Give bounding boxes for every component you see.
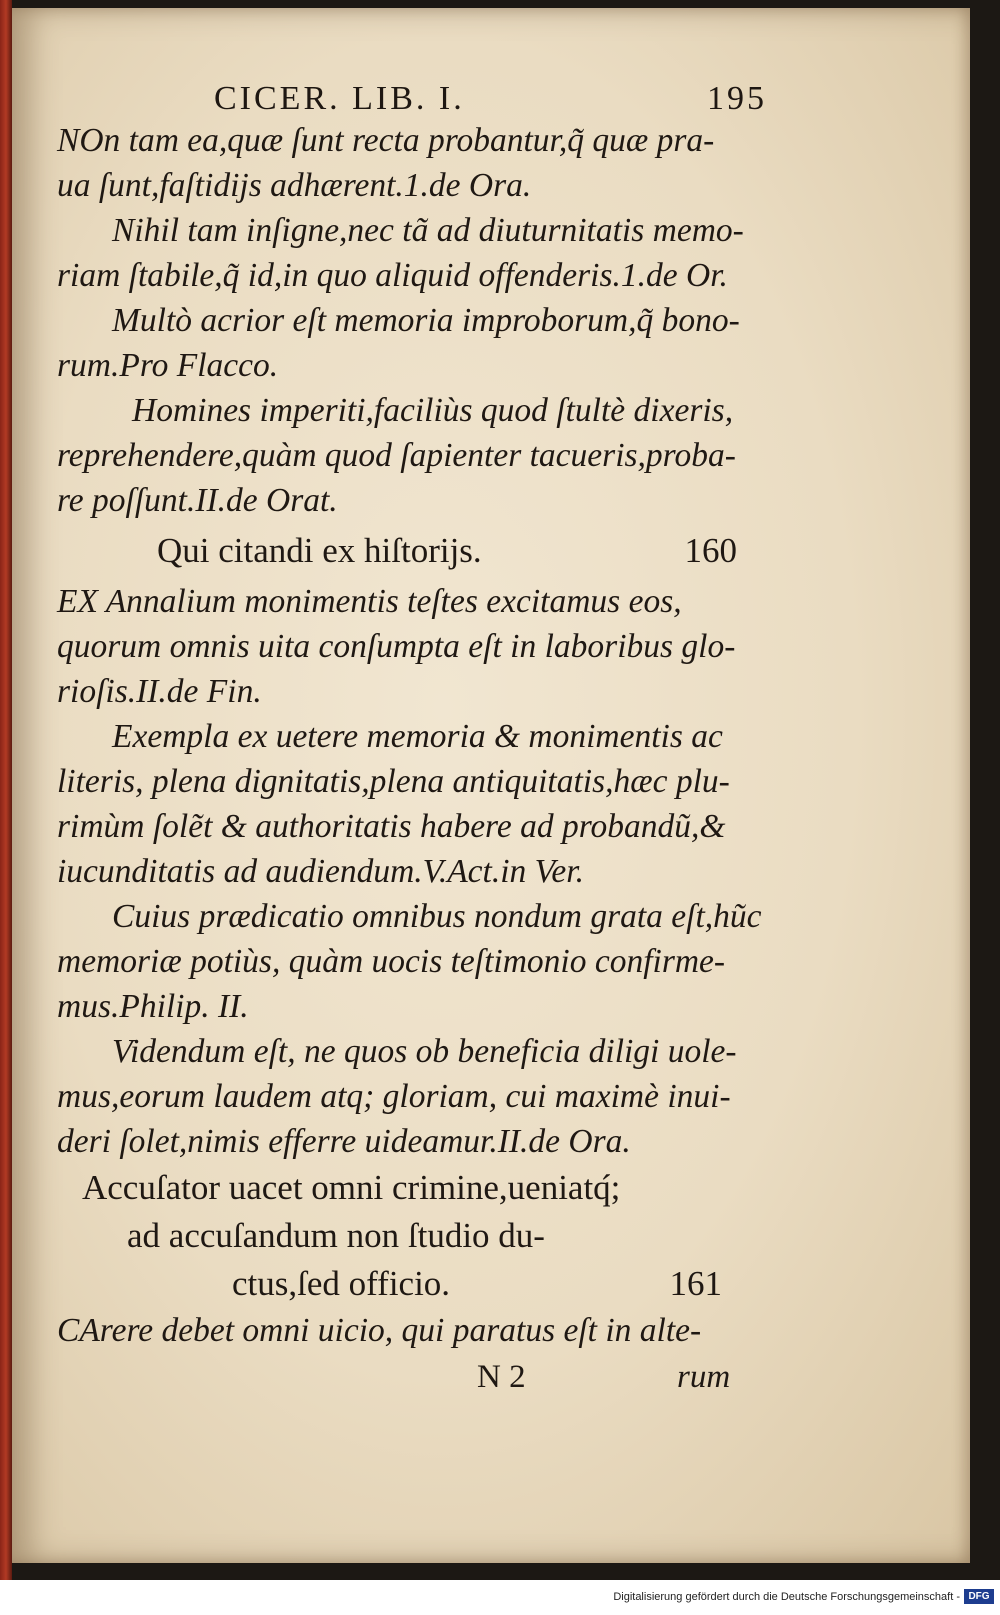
text-line: Multò acrior eſt memoria improborum,q̃ bono- — [112, 302, 740, 339]
text-line: mus.Philip. II. — [57, 988, 249, 1025]
page-number: 195 — [707, 80, 767, 117]
text-line: deri ſolet,nimis efferre uideamur.II.de Ora. — [57, 1123, 631, 1160]
catchword: rum — [677, 1359, 731, 1395]
text-line: riam ſtabile,q̃ id,in quo aliquid offenderis.1.de Or. — [57, 257, 728, 294]
section-number: 161 — [669, 1264, 722, 1303]
book-page — [12, 8, 970, 1563]
text-line: mus,eorum laudem atq; gloriam, cui maximè inui- — [57, 1078, 731, 1115]
page-footer-line — [57, 1353, 777, 1401]
text-line: Exempla ex uetere memoria & monimentis ac — [112, 718, 723, 755]
text-line: rum.Pro Flacco. — [57, 347, 279, 384]
text-line: Videndum eſt, ne quos ob beneficia diligi uole- — [112, 1033, 737, 1070]
text-line: rioſis.II.de Fin. — [57, 673, 262, 710]
text-line: ua ſunt,faſtidijs adhærent.1.de Ora. — [57, 167, 532, 204]
text-line: CArere debet omni uicio, qui paratus eſt in alte- — [57, 1312, 702, 1349]
section-heading-line — [57, 1260, 777, 1308]
dfg-logo: DFG — [964, 1589, 994, 1604]
text-line: re poſſunt.II.de Orat. — [57, 482, 338, 519]
funding-credit: Digitalisierung gefördert durch die Deutsche Forschungsgemeinschaft - — [613, 1591, 960, 1603]
text-line: rimùm ſolẽt & authoritatis habere ad probandũ,& — [57, 808, 726, 845]
text-line: NOn tam ea,quæ ſunt recta probantur,q̃ quæ pra- — [57, 122, 715, 159]
section-number: 160 — [684, 531, 737, 570]
text-line: Nihil tam inſigne,nec tã ad diuturnitatis memo- — [112, 212, 744, 249]
text-line: Cuius prædicatio omnibus nondum grata eſt,hũc — [112, 898, 762, 935]
text-line: reprehendere,quàm quod ſapienter tacueris,proba- — [57, 437, 736, 474]
text-line: literis, plena dignitatis,plena antiquitatis,hæc plu- — [57, 763, 730, 800]
text-line: memoriæ potiùs, quàm uocis teſtimonio confirme- — [57, 943, 726, 980]
page-text — [57, 118, 777, 1401]
signature-mark: N 2 — [477, 1359, 526, 1395]
text-line: iucunditatis ad audiendum.V.Act.in Ver. — [57, 853, 584, 890]
section-heading-text: Qui citandi ex hiſtorijs. — [157, 531, 482, 570]
section-heading-line: ad accuſandum non ſtudio du- — [127, 1216, 545, 1255]
digitization-footer — [0, 1582, 1000, 1615]
section-heading — [57, 523, 777, 579]
book-spine — [0, 0, 12, 1580]
section-heading-text: ctus,ſed officio. — [232, 1264, 451, 1303]
text-line: EX Annalium monimentis teſtes excitamus eos, — [57, 583, 682, 620]
running-title: CICER. LIB. I. — [214, 80, 465, 117]
text-line: Homines imperiti,faciliùs quod ſtultè dixeris, — [132, 392, 734, 429]
text-line: quorum omnis uita conſumpta eſt in laboribus glo- — [57, 628, 736, 665]
section-heading-line: Accuſator uacet omni crimine,ueniatq́; — [82, 1168, 621, 1207]
